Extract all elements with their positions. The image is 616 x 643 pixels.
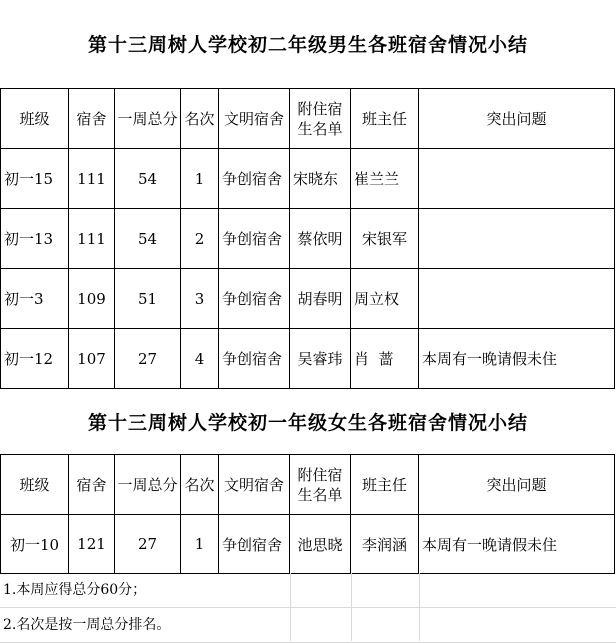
cell-total: 27	[115, 515, 181, 574]
table-row	[1, 329, 615, 389]
table2-header-row	[1, 455, 615, 515]
header-dorm: 宿舍	[69, 455, 115, 515]
header-civil: 文明宿舍	[219, 455, 290, 515]
header-rank: 名次	[181, 89, 219, 149]
header-boarders-line2: 生名单	[297, 485, 343, 504]
header-civil: 文明宿舍	[219, 89, 290, 149]
cell-rank: 1	[181, 515, 219, 574]
header-dorm: 宿舍	[69, 89, 115, 149]
table-row	[1, 149, 615, 209]
table2-title: 第十三周树人学校初一年级女生各班宿舍情况小结	[87, 412, 528, 434]
cell-class: 初一12	[1, 329, 69, 389]
header-teacher: 班主任	[351, 89, 419, 149]
header-boarders	[290, 455, 351, 515]
sheet-gridline	[290, 573, 291, 641]
cell-dorm: 111	[69, 149, 115, 209]
cell-class: 初一15	[1, 149, 69, 209]
header-boarders-line1: 附住宿	[297, 465, 343, 484]
girls-dorm-table	[0, 454, 615, 574]
cell-total: 54	[115, 209, 181, 269]
cell-teacher: 肖 蔷	[351, 329, 419, 389]
header-boarders	[290, 89, 351, 149]
cell-civil: 争创宿舍	[219, 329, 290, 389]
cell-boarders: 吴睿玮	[290, 329, 351, 389]
cell-issues	[419, 209, 615, 269]
boys-dorm-table	[0, 88, 615, 389]
cell-dorm: 111	[69, 209, 115, 269]
cell-rank: 4	[181, 329, 219, 389]
cell-boarders: 宋晓东	[290, 149, 351, 209]
cell-teacher: 周立权	[351, 269, 419, 329]
table1-header-row	[1, 89, 615, 149]
cell-issues: 本周有一晚请假未住	[419, 515, 615, 574]
cell-class: 初一3	[1, 269, 69, 329]
cell-rank: 2	[181, 209, 219, 269]
header-issues: 突出问题	[419, 89, 615, 149]
cell-dorm: 107	[69, 329, 115, 389]
cell-total: 54	[115, 149, 181, 209]
cell-teacher: 崔兰兰	[351, 149, 419, 209]
cell-issues	[419, 149, 615, 209]
note-line: 2.名次是按一周总分排名。	[0, 608, 616, 643]
cell-class: 初一13	[1, 209, 69, 269]
note-line: 1.本周应得总分60分；	[0, 573, 616, 608]
header-class: 班级	[1, 455, 69, 515]
header-issues: 突出问题	[419, 455, 615, 515]
cell-boarders: 蔡依明	[290, 209, 351, 269]
cell-total: 27	[115, 329, 181, 389]
header-rank: 名次	[181, 455, 219, 515]
cell-boarders: 胡春明	[290, 269, 351, 329]
cell-rank: 3	[181, 269, 219, 329]
header-teacher: 班主任	[351, 455, 419, 515]
cell-teacher: 李润涵	[351, 515, 419, 574]
header-class: 班级	[1, 89, 69, 149]
cell-total: 51	[115, 269, 181, 329]
cell-issues	[419, 269, 615, 329]
header-boarders-line2: 生名单	[297, 119, 343, 138]
cell-civil: 争创宿舍	[219, 515, 290, 574]
header-boarders-line1: 附住宿	[297, 99, 343, 118]
cell-class: 初一10	[1, 515, 69, 574]
cell-teacher: 宋银军	[351, 209, 419, 269]
cell-civil: 争创宿舍	[219, 269, 290, 329]
cell-dorm: 121	[69, 515, 115, 574]
table-row	[1, 269, 615, 329]
cell-civil: 争创宿舍	[219, 149, 290, 209]
cell-boarders: 池思晓	[290, 515, 351, 574]
cell-civil: 争创宿舍	[219, 209, 290, 269]
cell-rank: 1	[181, 149, 219, 209]
header-total: 一周总分	[115, 89, 181, 149]
table-row	[1, 515, 615, 574]
table1-title: 第十三周树人学校初二年级男生各班宿舍情况小结	[87, 34, 528, 56]
cell-issues: 本周有一晚请假未住	[419, 329, 615, 389]
sheet-gridline	[419, 573, 420, 641]
cell-dorm: 109	[69, 269, 115, 329]
sheet-gridline	[351, 573, 352, 641]
header-total: 一周总分	[115, 455, 181, 515]
table-row	[1, 209, 615, 269]
notes	[0, 573, 616, 643]
